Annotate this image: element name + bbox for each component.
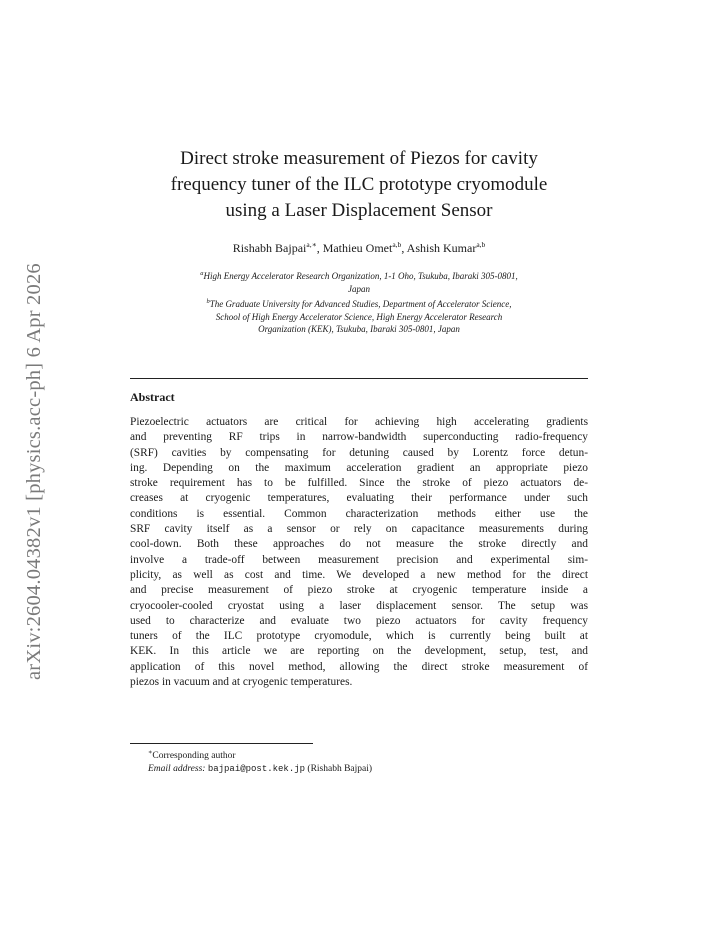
- abstract-top-rule: [130, 378, 588, 379]
- affiliation-line: School of High Energy Accelerator Science, High Energy Accelerator Research: [215, 311, 503, 322]
- abstract-line: and preventing RF trips in narrow-bandwidth superconducting radio-frequency: [130, 431, 588, 444]
- abstract-line: cryocooler-cooled cryostat using a laser displacement sensor. The setup was: [130, 599, 588, 612]
- author-affiliation-mark: a,∗: [306, 240, 317, 249]
- author-separator: ,: [401, 241, 407, 255]
- abstract-body: [130, 415, 588, 690]
- abstract-line: tuners of the ILC prototype cryomodule, which is currently being built at: [130, 630, 588, 643]
- footnote: [148, 746, 372, 776]
- footnote-rule: [130, 743, 313, 744]
- abstract-line: KEK. In this article we are reporting on the development, setup, test, and: [130, 645, 588, 658]
- email-owner: (Rishabh Bajpai): [307, 764, 373, 775]
- affiliation-line: Organization (KEK), Tsukuba, Ibaraki 305-0801, Japan: [258, 324, 460, 334]
- footnote-mark: ∗: [148, 749, 153, 756]
- abstract-line: ing. Depending on the maximum acceleration gradient an appropriate piezo: [130, 461, 588, 474]
- author-list: [130, 240, 588, 256]
- author-affiliation-mark: a,b: [392, 240, 402, 249]
- affiliation-line: Japan: [348, 283, 370, 294]
- author-separator: ,: [316, 241, 323, 255]
- abstract-line: creases at cryogenic temperatures, evaluating their performance under such: [130, 492, 588, 505]
- paper-title: [130, 146, 588, 224]
- email-label: Email address:: [148, 764, 206, 775]
- author-name: Ashish Kumar: [406, 241, 477, 255]
- affiliation-a: [130, 268, 588, 295]
- title-line: Direct stroke measurement of Piezos for cavity: [180, 148, 538, 169]
- corresponding-author-label: Corresponding author: [152, 751, 236, 762]
- author-name: Rishabh Bajpai: [232, 241, 307, 255]
- abstract-line: involve a trade-off between measurement precision and experimental sim-: [130, 553, 588, 566]
- email-link[interactable]: bajpai@post.kek.jp: [207, 764, 306, 775]
- abstract-line: SRF cavity itself as a sensor or rely on capacitance measurements during: [130, 523, 588, 536]
- title-line: using a Laser Displacement Sensor: [225, 200, 493, 221]
- abstract-line: conditions is essential. Common characterization methods either use the: [130, 507, 588, 520]
- abstract-line: Piezoelectric actuators are critical for achieving high accelerating gradients: [130, 416, 588, 428]
- affiliation-b: [130, 296, 588, 336]
- abstract-line: stroke requirement has to be fulfilled. Since the stroke of piezo actuators de-: [130, 477, 588, 490]
- affiliation-line: The Graduate University for Advanced Studies, Department of Accelerator Science,: [209, 299, 512, 309]
- title-line: frequency tuner of the ILC prototype cryomodule: [170, 174, 548, 195]
- arxiv-identifier: [16, 230, 52, 680]
- abstract-line: cool-down. Both these approaches do not measure the stroke directly and: [130, 538, 588, 551]
- affiliation-line: High Energy Accelerator Research Organization, 1-1 Oho, Tsukuba, Ibaraki 305-0801,: [203, 271, 518, 281]
- author-affiliation-mark: a,b: [476, 240, 486, 249]
- abstract-line: plicity, as well as cost and time. We developed a new method for the direct: [130, 568, 588, 581]
- abstract-heading: Abstract: [130, 390, 175, 404]
- author-name: Mathieu Omet: [322, 241, 393, 255]
- abstract-line: piezos in vacuum and at cryogenic temperatures.: [130, 676, 353, 689]
- abstract-line: used to characterize and evaluate two piezo actuators for cavity frequency: [130, 614, 588, 627]
- affiliation-mark: b: [206, 298, 210, 305]
- abstract-line: application of this novel method, allowing the direct stroke measurement of: [130, 660, 588, 673]
- abstract-line: (SRF) cavities by compensating for detuning caused by Lorentz force detun-: [130, 446, 588, 459]
- arxiv-identifier-text: arXiv:2604.04382v1 [physics.acc-ph] 6 Apr 2026: [23, 263, 45, 680]
- abstract-line: and precise measurement of piezo stroke at cryogenic temperature inside a: [130, 584, 588, 597]
- affiliation-mark: a: [200, 270, 204, 277]
